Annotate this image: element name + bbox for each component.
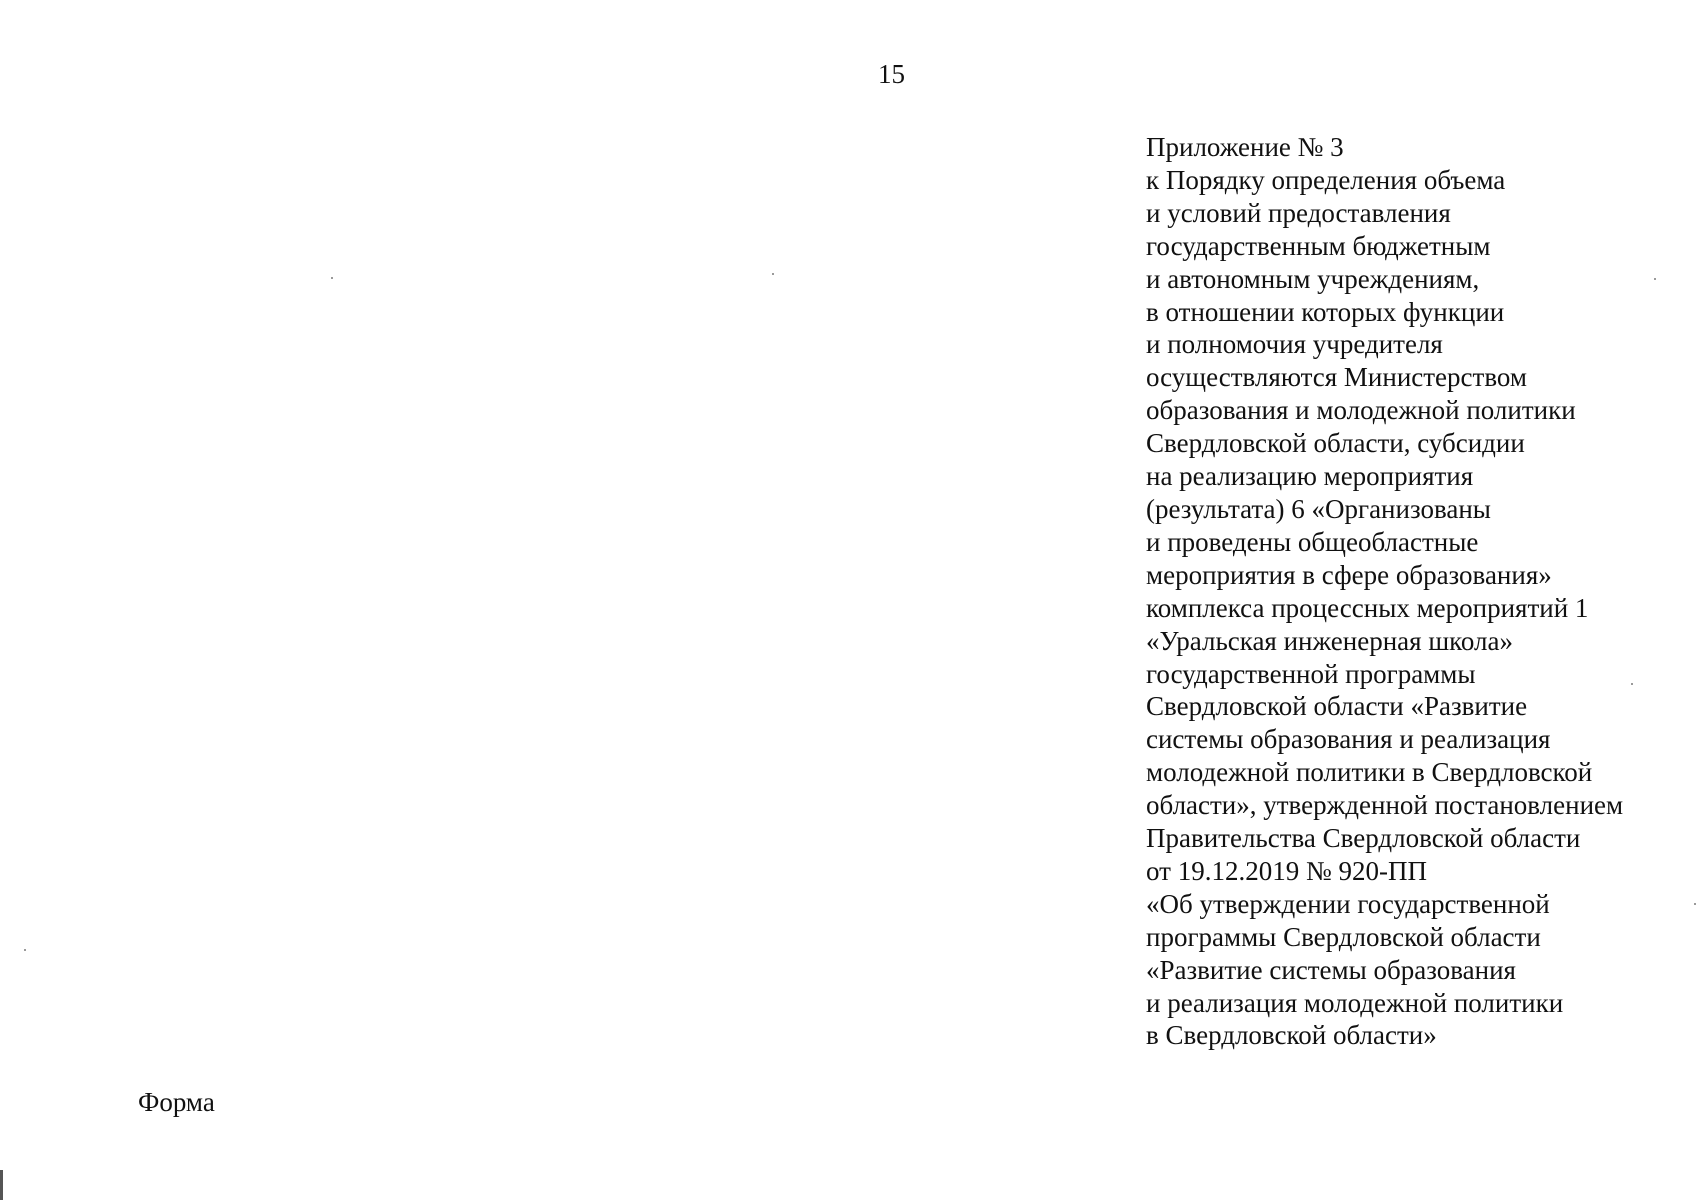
appendix-line: от 19.12.2019 № 920-ПП [1146,855,1427,886]
appendix-line: осуществляются Министерством [1146,362,1527,393]
scan-speck [772,273,774,275]
appendix-line: государственной программы [1146,658,1476,689]
appendix-line: Правительства Свердловской области [1146,823,1581,854]
appendix-line: Приложение № 3 [1146,132,1344,162]
appendix-header [1146,131,1686,1052]
appendix-line: системы образования и реализация [1146,724,1551,755]
appendix-line: мероприятия в сфере образования» [1146,559,1552,590]
appendix-line: Свердловской области «Развитие [1146,691,1528,722]
page-number: 15 [878,59,905,89]
appendix-line: и автономным учреждениям, [1146,263,1480,294]
appendix-line: области», утвержденной постановлением [1146,790,1624,821]
appendix-line: образования и молодежной политики [1146,395,1576,426]
scan-speck [24,949,26,951]
appendix-line: Свердловской области, субсидии [1146,428,1525,459]
scan-speck [331,277,333,279]
appendix-line: комплекса процессных мероприятий 1 [1146,592,1589,623]
appendix-line: «Развитие системы образования [1146,954,1516,985]
appendix-line: (результата) 6 «Организованы [1146,493,1491,524]
form-label: Форма [138,1087,215,1117]
appendix-line: в Свердловской области» [1146,1020,1437,1051]
appendix-line: и условий предоставления [1146,197,1451,228]
scan-speck [1694,903,1696,905]
scan-speck [1654,278,1656,280]
scan-speck [1631,683,1633,685]
appendix-line: к Порядку определения объема [1146,164,1506,195]
appendix-line: в отношении которых функции [1146,296,1505,327]
appendix-line: и проведены общеобластные [1146,526,1479,557]
appendix-line: молодежной политики в Свердловской [1146,757,1593,788]
appendix-line: государственным бюджетным [1146,230,1491,261]
scan-edge-mark [0,1170,3,1200]
appendix-line: «Уральская инженерная школа» [1146,625,1513,656]
appendix-line: на реализацию мероприятия [1146,461,1474,492]
appendix-line: «Об утверждении государственной [1146,888,1550,919]
appendix-line: и реализация молодежной политики [1146,987,1564,1018]
appendix-line: программы Свердловской области [1146,921,1541,952]
appendix-line: и полномочия учредителя [1146,329,1443,360]
